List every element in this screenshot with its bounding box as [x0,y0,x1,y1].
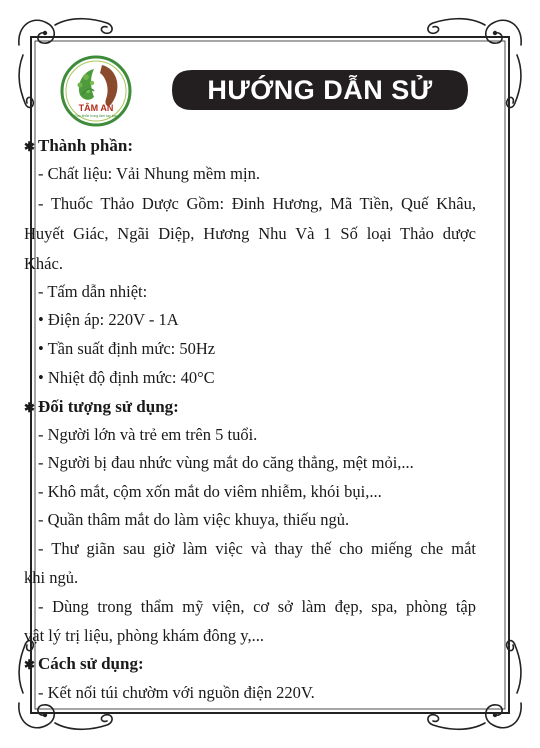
bullet-star-icon: ✱ [24,400,35,415]
list-item: - Khô mắt, cộm xốn mắt do viêm nhiễm, khói bụi,... [38,482,382,501]
list-item: khi ngủ. [24,568,79,587]
list-item: Khác. [24,254,63,273]
brand-logo [60,55,132,127]
list-item: - Chất liệu: Vải Nhung mềm mịn. [38,164,260,183]
section-heading-cach-su-dung: ✱ Cách sử dụng: [24,654,144,673]
list-item: • Điện áp: 220V - 1A [38,310,179,329]
title-banner [170,68,470,149]
page-title: HƯỚNG DẪN SỬ DỤNG [207,75,433,149]
list-item: - Kết nối túi chườm với nguồn điện 220V. [38,683,315,702]
list-item: - Quần thâm mắt do làm việc khuya, thiếu ngủ. [38,510,350,529]
list-item: • Nhiệt độ định mức: 40°C [38,368,215,387]
section-heading-thanh-phan: ✱ Thành phần: [24,136,133,155]
list-item: Huyết Giác, Ngãi Diệp, Hương Nhu Và 1 Số loại Thảo dược [24,224,476,243]
list-item: vật lý trị liệu, phòng khám đông y,... [24,626,264,645]
logo-brand-name: TÂM AN [78,103,114,113]
list-item: • Tần suất định mức: 50Hz [38,339,216,358]
list-item: - Thuốc Thảo Dược Gồm: Đinh Hương, Mã Tiền, Quế Khâu, [38,194,476,213]
bullet-star-icon: ✱ [24,657,35,672]
list-item: - Dùng trong thẩm mỹ viện, cơ sở làm đẹp, spa, phòng tập [38,597,476,616]
logo-slogan: Sức khỏe trong tầm tay bạn [74,114,118,118]
list-item: - Thư giãn sau giờ làm việc và thay thế cho miếng che mắt [38,539,476,558]
section-heading-doi-tuong: ✱ Đối tượng sử dụng: [24,397,179,416]
bullet-star-icon: ✱ [24,139,35,154]
list-item: - Tấm dẫn nhiệt: [38,282,148,301]
list-item: - Người bị đau nhức vùng mắt do căng thẳng, mệt mỏi,... [38,453,414,472]
list-item: - Người lớn và trẻ em trên 5 tuổi. [38,425,258,444]
